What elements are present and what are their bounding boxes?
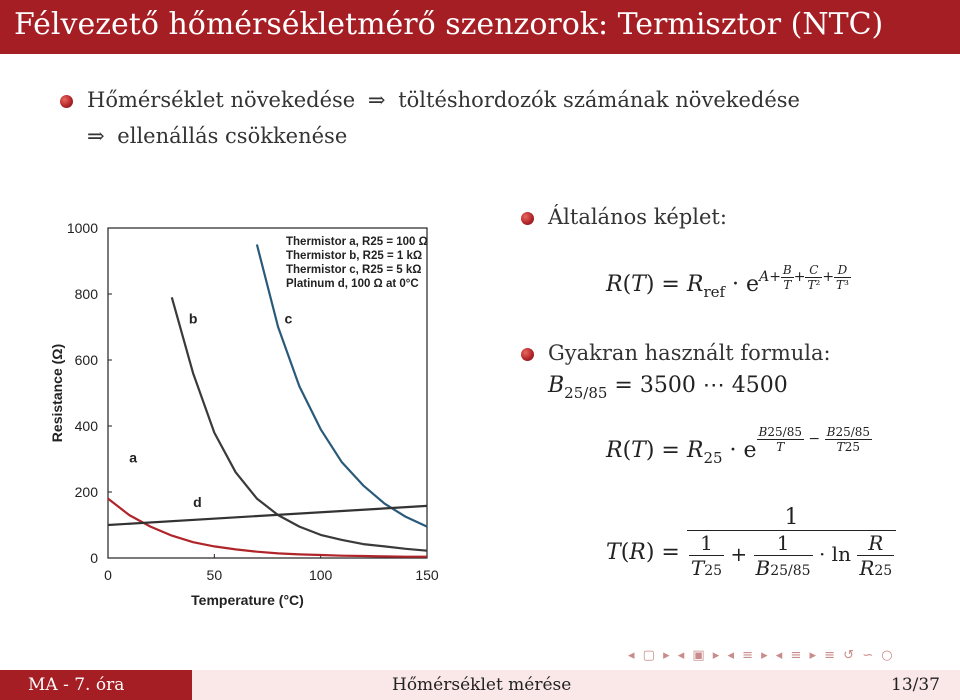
footer-center-text: Hőmérséklet mérése (392, 675, 572, 695)
legend-entry: Thermistor b, R25 = 1 kΩ (286, 250, 423, 262)
legend-entry: Thermistor a, R25 = 100 Ω (286, 236, 428, 248)
x-axis-label: Temperature (°C) (191, 592, 304, 608)
general-formula: $R(T) = R_{ref} \cdot e^{A+ \frac{B}{T} + \frac{C}{\text{T²}} + \frac{D}{\text{T³}}}$ (606, 262, 849, 301)
bullet-icon (60, 95, 73, 108)
y-tick-label: 600 (74, 352, 98, 368)
implies-arrow-2: ⇒ (87, 124, 105, 148)
footer (0, 670, 960, 700)
chart-labels (129, 311, 292, 510)
curve-label-a: a (129, 449, 138, 466)
inverse-formula: T(R) = 1 $\frac{1}{T25}$ + $\frac{1}{B25/85}$ · ln $\frac{R}{R25}$ (606, 505, 896, 580)
footer-left (0, 670, 192, 700)
footer-right (768, 670, 960, 700)
common-formula-label: Gyakran használt formula: (548, 341, 831, 365)
footer-left-text: MA - 7. óra (28, 675, 125, 695)
x-tick-label: 0 (104, 567, 112, 583)
footer-center (192, 670, 768, 700)
legend-entry: Platinum d, 100 Ω at 0°C (286, 278, 419, 290)
y-axis-label: Resistance (Ω) (49, 343, 65, 443)
y-tick-label: 1000 (66, 220, 98, 236)
legend-entry: Thermistor c, R25 = 5 kΩ (286, 264, 422, 276)
slide-title: Félvezető hőmérsékletmérő szenzorok: Termisztor (NTC) (14, 7, 884, 42)
thermistor-chart (40, 205, 460, 610)
chart-legend (286, 236, 428, 290)
bullet1-line2 (87, 124, 347, 148)
y-tick-label: 200 (74, 484, 98, 500)
bullet1-text-c: ellenállás csökkenése (117, 124, 348, 148)
x-tick-label: 50 (206, 567, 223, 583)
b-range-value: 3500 ⋯ 4500 (639, 373, 788, 398)
x-tick-label: 100 (308, 567, 333, 583)
bullet1-line1 (87, 88, 800, 112)
y-tick-label: 800 (74, 286, 98, 302)
chart-series (108, 245, 427, 557)
bullet1-text-b: töltéshordozók számának növekedése (398, 88, 800, 112)
title-bar (0, 0, 960, 54)
y-tick-label: 0 (90, 550, 98, 566)
x-tick-label: 150 (415, 567, 439, 583)
r25-formula: $R(T) = R_{25} \cdot e$ $^{\frac{B25/85}{T} - \frac{B25/85}{T25}}$ (606, 424, 871, 467)
y-tick-label: 400 (74, 418, 98, 434)
series-d-line (108, 506, 427, 525)
general-formula-label: Általános képlet: (548, 205, 727, 229)
curve-label-b: b (188, 310, 198, 327)
bullet1-text-a: Hőmérséklet növekedése (87, 88, 356, 112)
page-number: 13/37 (891, 675, 940, 695)
curve-label-d: d (193, 493, 202, 510)
b-value-range: $B_{25/85} = 3500$ ⋯ 4500 (548, 373, 788, 402)
bullet-icon (521, 348, 534, 361)
implies-arrow: ⇒ (367, 88, 386, 112)
beamer-nav-icons[interactable]: ◂ ▢ ▸ ◂ ▣ ▸ ◂ ≡ ▸ ◂ ≡ ▸ ≡ ↺ ∽ ○ (628, 648, 895, 663)
curve-label-c: c (284, 310, 293, 327)
bullet-icon (521, 212, 534, 225)
